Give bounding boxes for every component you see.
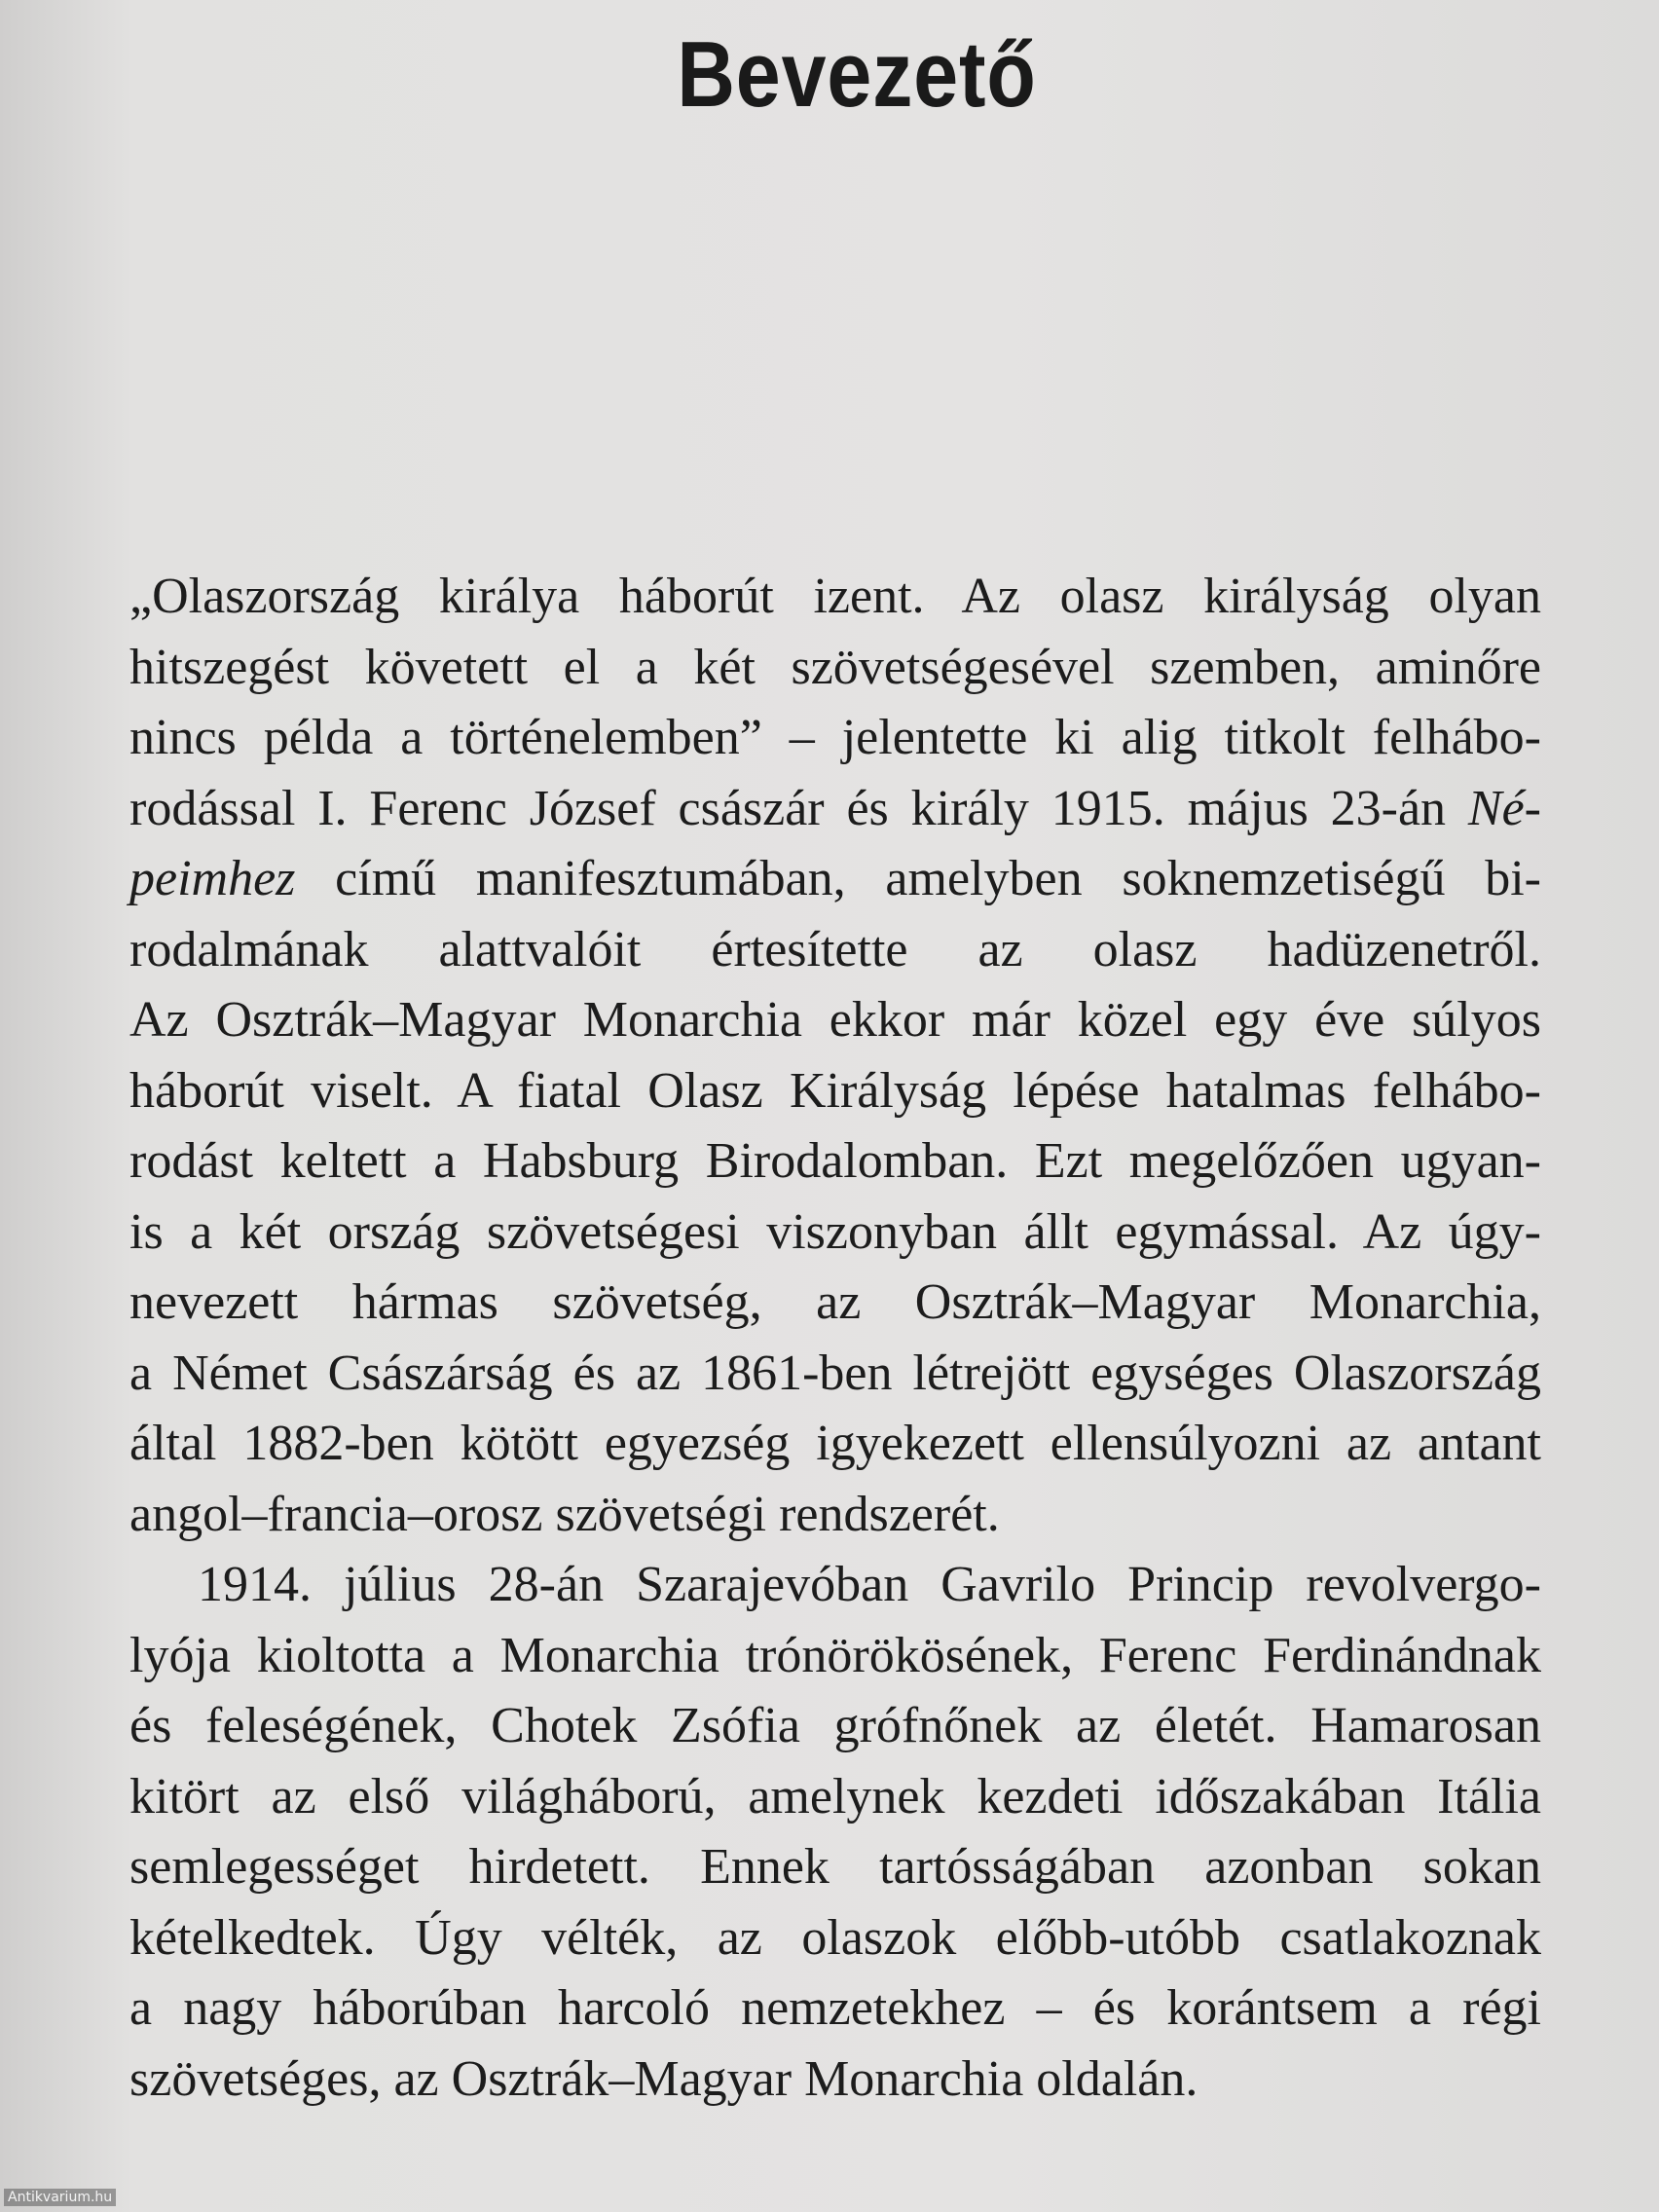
text-line: a Német Császárság és az 1861-ben létrejött egységes Olaszország [129, 1345, 1541, 1401]
text-line: szövetséges, az Osztrák–Magyar Monarchia oldalán. [129, 2050, 1198, 2107]
text-line: Az Osztrák–Magyar Monarchia ekkor már közel egy éve súlyos [129, 992, 1541, 1048]
text-line: nincs példa a történelemben” – jelentette ki alig titkolt felhábo- [129, 710, 1541, 765]
text-line: kitört az első világháború, amelynek kezdeti időszakában Itália [129, 1768, 1541, 1825]
text-line: háborút viselt. A fiatal Olasz Királyság lépése hatalmas felhábo- [129, 1062, 1541, 1119]
text-line: 1914. július 28-án Szarajevóban Gavrilo Princip revolvergo- [198, 1557, 1541, 1612]
text-line: által 1882-ben kötött egyezség igyekezett ellensúlyozni az antant [129, 1416, 1541, 1471]
text-line: „Olaszország királya háborút izent. Az olasz királyság olyan [129, 569, 1541, 624]
text-line: peimhez című manifesztumában, amelyben soknemzetiségű bi- [129, 851, 1541, 906]
paragraph-2 [129, 1550, 1541, 2115]
text-line: kételkedtek. Úgy vélték, az olaszok előbb-utóbb csatlakoznak [129, 1909, 1541, 1966]
text-line: semlegességet hirdetett. Ennek tartósságában azonban sokan [129, 1839, 1541, 1895]
page-title: Bevezető [677, 22, 1037, 127]
text-line: is a két ország szövetségesi viszonyban állt egymással. Az úgy- [129, 1203, 1541, 1260]
text-line: hitszegést követett el a két szövetségesével szemben, aminőre [129, 639, 1541, 695]
text-line: a nagy háborúban harcoló nemzetekhez – és korántsem a régi [129, 1980, 1541, 2036]
text-line: rodással I. Ferenc József császár és király 1915. május 23-án Né- [129, 780, 1541, 836]
text-line: nevezett hármas szövetség, az Osztrák–Magyar Monarchia, [129, 1274, 1541, 1330]
text-line: rodást keltett a Habsburg Birodalomban. Ezt megelőzően ugyan- [129, 1133, 1541, 1189]
body-text [129, 562, 1541, 2115]
text-line: rodalmának alattvalóit értesítette az olasz hadüzenetről. [129, 921, 1541, 977]
paragraph-1 [129, 562, 1541, 1550]
text-line: angol–francia–orosz szövetségi rendszerét. [129, 1486, 1000, 1542]
text-line: lyója kioltotta a Monarchia trónörökösének, Ferenc Ferdinándnak [129, 1627, 1541, 1683]
watermark: Antikvarium.hu [4, 2189, 116, 2206]
text-line: és feleségének, Chotek Zsófia grófnőnek az életét. Hamarosan [129, 1698, 1541, 1753]
